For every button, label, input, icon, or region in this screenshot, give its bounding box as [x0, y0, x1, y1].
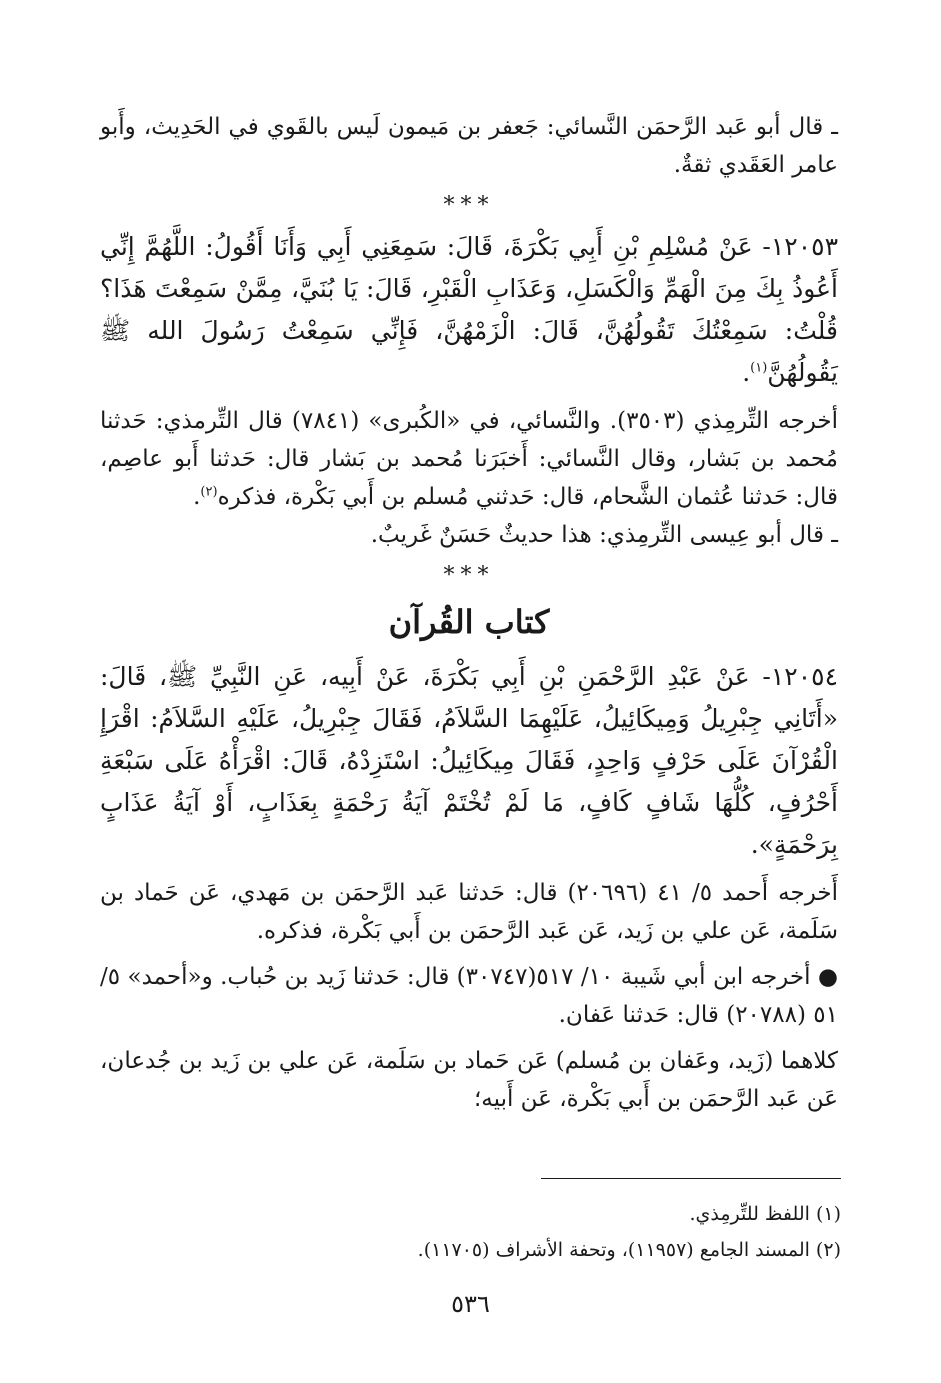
section-separator-2: *** — [443, 563, 495, 588]
takhrij-12054-p2 — [100, 958, 838, 1034]
takhrij-12054-p1: أَخرجه أَحمد ٥/ ٤١ (٢٠٦٩٦) قال: حَدثنا عَبد الرَّحمَن بن مَهدي، عَن حَماد بن سَلَمة، عَن علي بن زَيد، عَن عَبد الرَّحمَن بن أَبي بَكْرة، فذكره. — [100, 880, 838, 944]
takhrij-12054-p2-text: أخرجه ابن أبي شَيبة ١٠/ ٥١٧(٣٠٧٤٧) قال: حَدثنا زَيد بن حُباب. و«أحمد» ٥/ ٥١ (٢٠٧٨٨) قال: حَدثنا عَفان. — [100, 964, 838, 1028]
hadith-12053-end: . — [742, 358, 751, 387]
takhrij-12054-p3: كلاهما (زَيد، وعَفان بن مُسلم) عَن حَماد بن سَلَمة، عَن علي بن زَيد بن جُدعان، عَن عَبد الرَّحمَن بن أَبي بَكْرة، عَن أَبيه؛ — [100, 1048, 838, 1112]
footnote-2: (٢) المسند الجامع (١١٩٥٧)، وتحفة الأشراف (١١٧٠٥). — [417, 1239, 841, 1261]
takhrij-12053-end: . — [193, 484, 201, 510]
takhrij-12053-text: أخرجه التِّرمِذي (٣٥٠٣). والنَّسائي، في «الكُبرى» (٧٨٤١) قال التِّرمذي: حَدثنا مُحمد بن بَشار، وقال النَّسائي: أَخبَرَنا مُحمد بن بَشار قال: حَدثنا أَبو عاصِم، قال: حَدثنا عُثمان الشَّحام، قال: حَدثني مُسلم بن أَبي بَكْرة، فذكره — [100, 408, 839, 510]
section-separator: *** — [443, 193, 495, 218]
page-body — [100, 108, 838, 1288]
footnotes — [103, 1196, 841, 1268]
takhrij-12053 — [100, 402, 838, 516]
footnote-divider — [541, 1178, 841, 1179]
intro-paragraph: ـ قال أبو عَبد الرَّحمَن النَّسائي: جَعفر بن مَيمون لَيس بالقَوي في الحَدِيث، وأَبو عامر العَقَدي ثقةٌ. — [100, 114, 838, 178]
page-number: ٥٣٦ — [451, 1290, 490, 1318]
footnote-1: (١) اللفظ للتِّرمِذي. — [689, 1203, 841, 1225]
takhrij-12053-note: ـ قال أبو عِيسى التِّرمِذي: هذا حديثٌ حَسَنٌ غَريبٌ. — [370, 522, 838, 548]
footnote-ref-2[interactable]: (٢) — [200, 484, 218, 500]
footnote-ref-1[interactable]: (١) — [750, 360, 768, 376]
book-title: كتاب القُرآن — [388, 603, 550, 641]
hadith-12053 — [100, 226, 838, 394]
hadith-12053-text: ١٢٠٥٣- عَنْ مُسْلِمِ بْنِ أَبِي بَكْرَةَ، قَالَ: سَمِعَنِي أَبِي وَأَنَا أَقُولُ: اللَّهُمَّ إِنِّي أَعُوذُ بِكَ مِنَ الْهَمِّ وَالْكَسَلِ، وَعَذَابِ الْقَبْرِ، قَالَ: يَا بُنَيَّ، مِمَّنْ سَمِعْتَ هَذَا؟ قُلْتُ: سَمِعْتُكَ تَقُولُهُنَّ، قَالَ: الْزَمْهُنَّ، فَإِنِّي سَمِعْتُ رَسُولَ الله ﷺ يَقُولُهُنَّ — [100, 232, 838, 387]
bullet-icon: ● — [817, 964, 839, 990]
hadith-12054: ١٢٠٥٤- عَنْ عَبْدِ الرَّحْمَنِ بْنِ أَبِي بَكْرَةَ، عَنْ أَبِيه، عَنِ النَّبِيِّ ﷺ، قَالَ: «أَتَانِي جِبْرِيلُ وَمِيكَائِيلُ، عَلَيْهِمَا السَّلاَمُ، فَقَالَ جِبْرِيلُ، عَلَيْهِ السَّلاَمُ: اقْرَإِ الْقُرْآنَ عَلَى حَرْفٍ وَاحِدٍ، فَقَالَ مِيكَائِيلُ: اسْتَزِدْهُ، قَالَ: اقْرَأْهُ عَلَى سَبْعَةِ أَحْرُفٍ، كُلُّهَا شَافٍ كَافٍ، مَا لَمْ تُخْتَمْ آيَةُ رَحْمَةٍ بِعَذَابٍ، أَوْ آيَةُ عَذَابٍ بِرَحْمَةٍ». — [100, 662, 838, 859]
